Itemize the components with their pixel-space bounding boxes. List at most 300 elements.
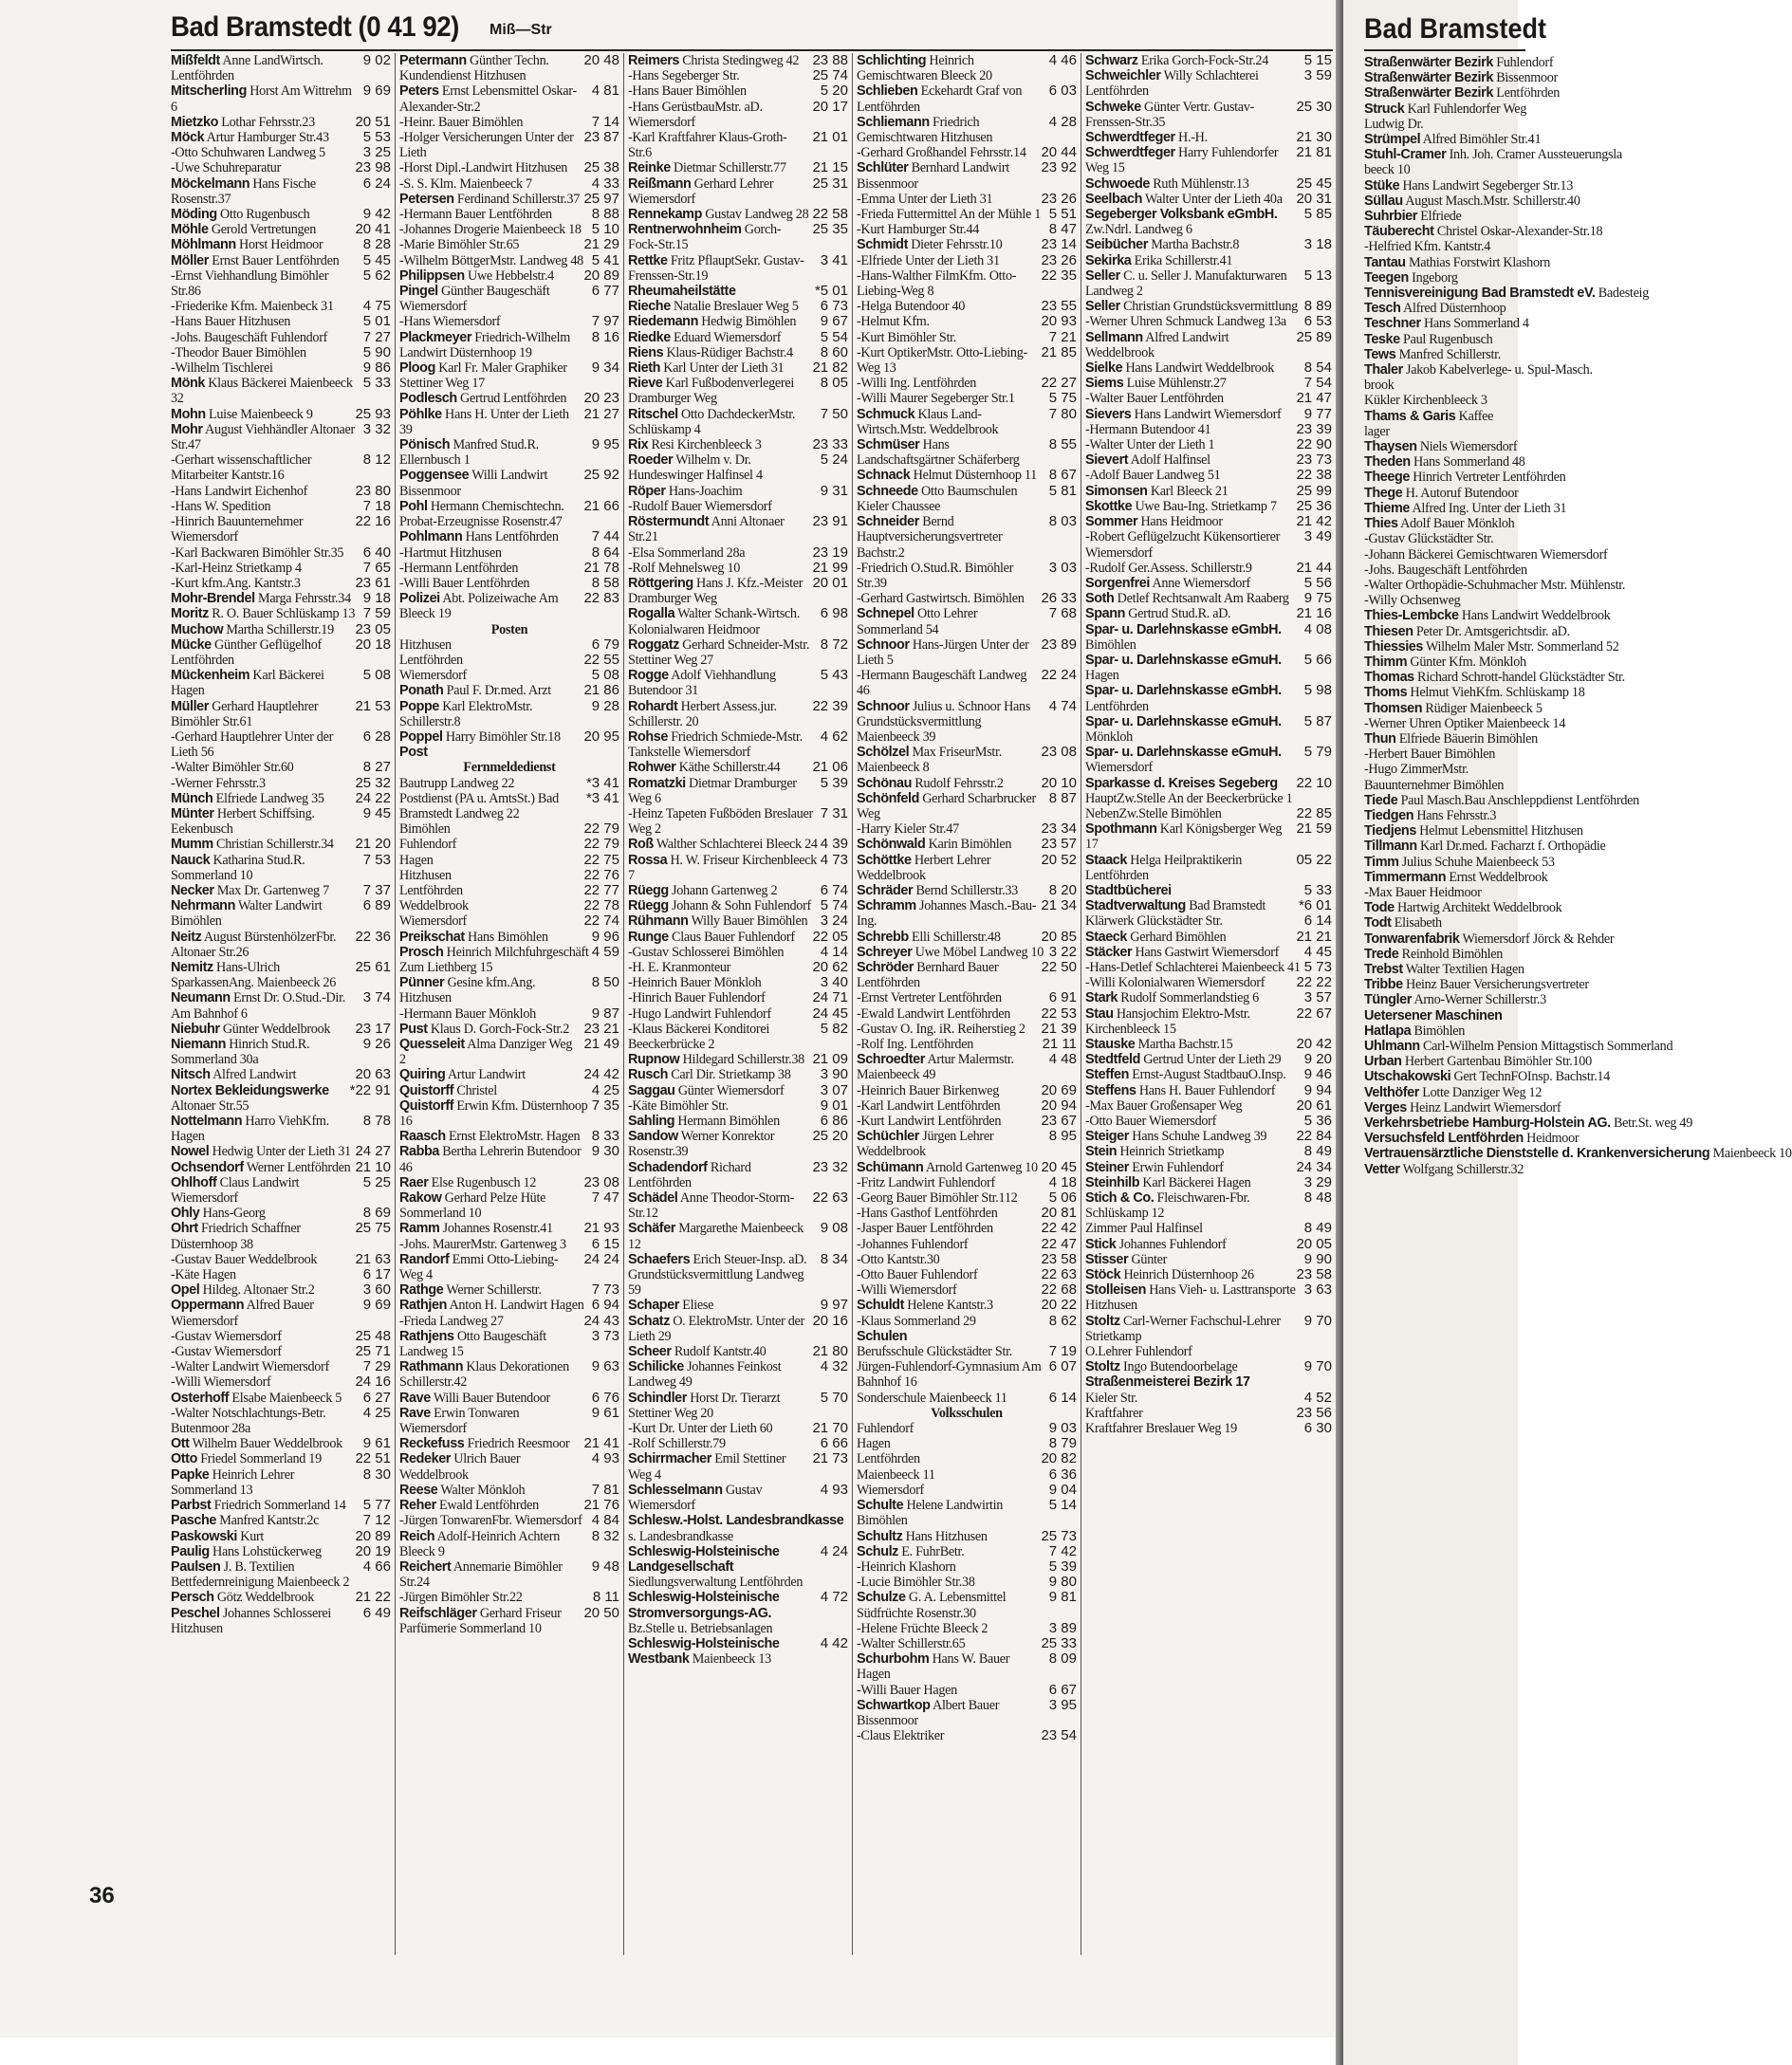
listing-entry (1364, 316, 1554, 331)
listing-text (857, 1237, 1038, 1252)
phone-number: 21 82 (812, 360, 848, 377)
phone-number: 26 33 (1041, 590, 1077, 607)
listing-entry (1364, 792, 1639, 808)
listing-name: Schlichting (857, 53, 927, 68)
listing-entry (1085, 1374, 1332, 1390)
listing-entry (171, 360, 391, 376)
phone-number: 6 36 (1048, 1466, 1077, 1483)
listing-detail: Bernd Schillerstr.33 (915, 882, 1018, 898)
listing-detail: Ernst ElektroMstr. Hagen (449, 1129, 581, 1145)
phone-number: 20 89 (583, 267, 619, 284)
phone-number: 8 27 (362, 759, 391, 776)
listing-entry (1085, 360, 1332, 376)
listing-text (1085, 714, 1302, 745)
phone-number: 6 89 (362, 897, 391, 914)
listing-name: Suhrbier (1364, 209, 1417, 225)
listing-text (628, 207, 809, 222)
listing-text (1085, 499, 1293, 514)
listing-text (628, 1483, 818, 1513)
listing-entry (857, 376, 1077, 391)
listing-entry (171, 314, 391, 329)
listing-entry (628, 1513, 848, 1543)
listing-text (1085, 930, 1293, 945)
phone-number: 6 07 (1048, 1358, 1077, 1375)
listing-name: Rüegg (628, 898, 669, 914)
listing-detail: -Otto Schuhwaren Landweg 5 (171, 145, 325, 161)
listing-text (857, 1006, 1038, 1022)
listing-text (171, 1606, 360, 1636)
listing-detail: R. O. Bauer Schlüskamp 13 (212, 606, 356, 622)
listing-detail: -Hans Bauer Hitzhusen (171, 314, 291, 330)
listing-text (1364, 655, 1554, 670)
listing-detail: Hans Schuhe Landweg 39 (1132, 1129, 1267, 1145)
phone-number: 22 16 (355, 513, 391, 530)
listing-detail: -Frieda Landweg 27 (399, 1313, 504, 1329)
listing-text (628, 360, 809, 376)
listing-entry (1364, 177, 1574, 194)
column-5 (1085, 53, 1332, 1955)
listing-detail: -Johannes Drogerie Maienbeeck 18 (399, 222, 582, 238)
listing-detail: Martha Schillerstr.19 (226, 621, 334, 637)
phone-number: 9 95 (591, 436, 619, 453)
listing-text (171, 1083, 347, 1114)
listing-name: Möller (171, 252, 209, 268)
listing-name: Pingel (399, 284, 438, 300)
listing-detail: Hans-Georg (202, 1206, 266, 1222)
listing-detail: Johannes Masch.-Bau-Ing. (857, 898, 1037, 930)
listing-name: Tantau (1364, 254, 1406, 270)
listing-detail: Dietmar Dramburger Weg 6 (628, 775, 797, 806)
listing-detail: Günther Geflügelhof Lentföhrden (171, 636, 322, 668)
listing-detail: Bauunternehmer Bimöhlen (1364, 777, 1505, 793)
listing-text (857, 1175, 1046, 1190)
listing-text (1364, 286, 1649, 302)
listing-entry (1364, 855, 1554, 870)
listing-detail: -Helmut Kfm. (857, 314, 930, 330)
listing-entry (857, 1282, 1077, 1298)
listing-entry (1364, 1008, 1554, 1023)
listing-name: Skottke (1085, 498, 1133, 514)
listing-text (1085, 853, 1293, 883)
listing-text (1085, 330, 1293, 360)
listing-text (171, 1513, 360, 1528)
listing-text (1364, 55, 1554, 70)
listing-detail: -Heinrich Klashorn (857, 1558, 956, 1575)
phone-number: 23 26 (1041, 190, 1077, 207)
listing-detail: Artur Landwirt (447, 1067, 526, 1083)
phone-number: 21 93 (583, 1220, 619, 1237)
listing-name: Schrebb (857, 929, 909, 945)
listing-text (1364, 562, 1554, 578)
listing-detail: Hitzhusen (399, 867, 452, 883)
listing-entry (857, 561, 1077, 591)
listing-detail: -Hartmut Hitzhusen (399, 544, 502, 561)
phone-number: 3 59 (1303, 67, 1332, 84)
listing-name: Spothmann (1085, 821, 1157, 838)
phone-number: 20 51 (355, 113, 391, 130)
listing-entry (1364, 239, 1554, 254)
listing-detail: Dietmar Schillerstr.77 (674, 160, 786, 176)
listing-text (171, 1391, 360, 1406)
listing-text (399, 1252, 581, 1282)
listing-detail: Walter Landwirt Bimöhlen (171, 898, 323, 930)
listing-detail: -Hermann Bauer Lentföhrden (399, 207, 552, 223)
phone-number: 6 03 (1048, 83, 1077, 100)
listing-detail: Claus Landwirt Wiemersdorf (171, 1174, 300, 1207)
listing-detail: -Hans-Walther FilmKfm. Otto-Liebing-Weg 8 (857, 267, 1017, 300)
listing-entry (857, 699, 1077, 746)
listing-text (857, 776, 1038, 791)
listing-text (1085, 960, 1302, 975)
listing-text (1085, 360, 1302, 376)
phone-number: 6 98 (820, 605, 848, 622)
listing-text (1364, 701, 1554, 716)
listing-text (399, 1298, 589, 1313)
listing-detail: Luise Mühlenstr.27 (1126, 376, 1227, 392)
phone-number: 8 30 (362, 1466, 391, 1483)
section-heading (399, 622, 619, 637)
phone-number: 20 44 (1041, 144, 1077, 161)
listing-entry (628, 176, 848, 207)
listing-text (399, 821, 581, 837)
listing-text (171, 1451, 352, 1466)
listing-name: Möhlmann (171, 237, 236, 253)
listing-text (1085, 945, 1302, 960)
listing-detail: Karin Bimöhlen (928, 837, 1012, 853)
listing-name: Schleswig-Holsteinische Stromversorgungs-AG. (628, 1590, 780, 1621)
listing-name: Ochsendorf (171, 1159, 244, 1175)
listing-text (628, 960, 809, 975)
listing-text (1364, 332, 1554, 347)
listing-entry (1364, 823, 1583, 839)
phone-number: 22 55 (583, 651, 619, 668)
phone-number: 4 25 (362, 1404, 391, 1421)
listing-text (171, 545, 360, 561)
listing-text (1364, 347, 1554, 362)
listing-detail: Hedwig Bimöhlen (701, 314, 797, 330)
listing-entry (399, 1298, 619, 1313)
listing-entry (1085, 299, 1332, 314)
phone-number: 6 66 (820, 1435, 848, 1452)
listing-text (628, 668, 818, 698)
listing-detail: Günter (1131, 1251, 1168, 1267)
listing-detail: Hedwig Unter der Lieth 31 (212, 1144, 351, 1160)
listing-text (857, 791, 1046, 821)
listing-entry (628, 1022, 848, 1052)
listing-text (1364, 209, 1554, 224)
listing-entry (1085, 468, 1332, 483)
listing-name: Schilicke (628, 1359, 684, 1375)
listing-entry (1085, 484, 1332, 499)
listing-text (1364, 1054, 1592, 1070)
listing-text (1085, 1282, 1302, 1313)
listing-detail: -Kurt Bimöhler Str. (857, 329, 957, 345)
listing-text (857, 898, 1038, 929)
listing-detail: Hinrich Vertreter Lentföhrden (1413, 470, 1566, 486)
listing-detail: Alfred Landwirt Weddelbrook (1085, 329, 1229, 360)
listing-text (1085, 975, 1293, 990)
listing-text (399, 699, 589, 729)
listing-text (399, 437, 589, 468)
listing-entry (399, 699, 619, 729)
listing-detail: -Hans Wiemersdorf (399, 314, 501, 330)
listing-entry (399, 1129, 619, 1144)
listing-name: Thun (1364, 730, 1396, 747)
phone-number: 21 99 (812, 559, 848, 576)
phone-number: 3 90 (820, 1066, 848, 1083)
listing-name: Rettke (628, 252, 668, 268)
listing-text (857, 437, 1046, 468)
listing-text (171, 1329, 352, 1344)
listing-detail: Artur Malermstr. Maienbeeck 49 (857, 1052, 1014, 1083)
phone-number: 5 39 (820, 774, 848, 791)
phone-number: 23 73 (1296, 452, 1332, 469)
listing-text (857, 1022, 1038, 1037)
listing-entry (171, 253, 391, 268)
listing-name: Reimers (628, 53, 679, 68)
listing-entry (628, 499, 848, 514)
listing-entry (399, 407, 619, 437)
listing-name: Mietzko (171, 114, 218, 130)
listing-text (1085, 1114, 1302, 1129)
listing-entry (1085, 1098, 1332, 1114)
listing-detail: -Walter Notschlachtungs-Betr. Butenmoor 28a (171, 1405, 326, 1437)
listing-detail: Walter Schank-Wirtsch. Kolonialwaren Heidmoor (628, 606, 800, 637)
page-bottom-margin (0, 2037, 1336, 2065)
phone-number: 5 41 (591, 251, 619, 268)
phone-number: 8 60 (820, 343, 848, 360)
listing-text (399, 653, 581, 668)
listing-detail: Friedrich-Wilhelm Landwirt Düsternhoop 19 (399, 329, 570, 360)
listing-entry (857, 945, 1077, 960)
listing-entry (628, 561, 848, 576)
listing-name: Schurbohm (857, 1651, 930, 1668)
phone-number: 7 97 (591, 313, 619, 330)
listing-text (1364, 378, 1554, 393)
listing-name: Soth (1085, 591, 1115, 607)
phone-number: 25 36 (1296, 497, 1332, 514)
listing-text (857, 561, 1046, 591)
listing-detail: Erwin Tonwaren Wiemersdorf (399, 1405, 520, 1437)
phone-number: 23 54 (1041, 1727, 1077, 1744)
listing-entry (1085, 930, 1332, 945)
listing-entry (628, 53, 848, 68)
listing-entry (171, 1144, 391, 1159)
phone-number: 4 48 (1048, 1051, 1077, 1068)
listing-text (171, 791, 352, 806)
listing-detail: Heinrich Gemischtwaren Bleeck 20 (857, 53, 992, 84)
listing-name: Riedemann (628, 314, 698, 330)
listing-text (399, 207, 589, 222)
listing-entry (1364, 117, 1554, 132)
listing-text (857, 115, 1046, 145)
listing-text (399, 729, 581, 745)
phone-number: 21 49 (583, 1036, 619, 1052)
listing-entry (171, 1083, 391, 1114)
listing-text (1085, 1083, 1302, 1098)
listing-name: Uetersener Maschinen (1364, 1007, 1503, 1023)
listing-name: Teschner (1364, 316, 1421, 332)
listing-name: Redeker (399, 1451, 451, 1467)
listing-text (399, 1391, 589, 1406)
phone-number: 5 15 (1303, 52, 1332, 68)
phone-number: 9 26 (362, 1036, 391, 1052)
listing-entry (171, 1436, 391, 1451)
listing-name: Philippsen (399, 267, 465, 284)
listing-entry (1085, 606, 1332, 621)
listing-detail: -Jürgen TonwarenFbr. Wiemersdorf (399, 1513, 582, 1529)
listing-entry (171, 222, 391, 237)
listing-name: Seller (1085, 267, 1120, 284)
listing-entry (399, 1513, 619, 1528)
listing-detail: -Walter Bauer Lentföhrden (1085, 391, 1224, 407)
listing-entry (399, 1314, 619, 1329)
listing-detail: Bimöhlen (1413, 1023, 1465, 1039)
listing-detail: -Werner Fehrsstr.3 (171, 775, 266, 791)
listing-detail: Horst Dr. Tierarzt Stettiner Weg 20 (628, 1390, 781, 1421)
listing-name: Oppermann (171, 1298, 245, 1314)
listing-entry (857, 1421, 1077, 1436)
listing-text (628, 222, 809, 252)
phone-number: 22 35 (1041, 267, 1077, 284)
listing-text (399, 1451, 589, 1482)
listing-entry (399, 192, 619, 207)
listing-text (171, 407, 352, 422)
listing-name: Rentnerwohnheim (628, 222, 742, 238)
listing-text (1364, 1162, 1554, 1177)
listing-detail: Bad Bramstedt (1189, 898, 1266, 914)
listing-detail: Arno-Werner Schillerstr.3 (1413, 992, 1546, 1008)
listing-detail: Artur Hamburger Str.43 (206, 130, 329, 146)
listing-text (171, 484, 352, 499)
listing-entry (1364, 162, 1554, 177)
listing-entry (628, 452, 848, 483)
phone-number: 5 75 (1048, 390, 1077, 407)
phone-number: 8 89 (1303, 298, 1332, 315)
phone-number: 4 33 (591, 175, 619, 192)
listing-detail: Bissenmoor (1496, 70, 1559, 86)
listing-text (1364, 1146, 1792, 1162)
phone-number: 23 91 (812, 513, 848, 530)
listing-text (399, 637, 589, 653)
listing-name: Trede (1364, 946, 1399, 962)
listing-detail: Hans Landwirt Segeberger Str.13 (1402, 177, 1574, 194)
listing-entry (171, 1606, 391, 1636)
listing-text (1364, 486, 1554, 501)
listing-text (1085, 1267, 1293, 1282)
listing-entry (171, 1206, 391, 1221)
listing-text (1085, 68, 1302, 99)
listing-text (399, 945, 589, 975)
listing-name: Timmermann (1364, 869, 1447, 885)
listing-detail: Bautrupp Landweg 22 (399, 775, 515, 791)
listing-entry (1364, 701, 1554, 716)
phone-number: 22 76 (583, 866, 619, 883)
phone-number: 22 85 (1296, 804, 1332, 821)
listing-name: Müller (171, 698, 209, 714)
section-heading (399, 760, 619, 775)
listing-entry (857, 821, 1077, 837)
listing-text (628, 606, 818, 636)
listing-name: Reher (399, 1498, 436, 1514)
listing-detail: Heinrich Milchfuhrgeschäft Zum Liethberg 15 (399, 944, 589, 975)
phone-number: 5 39 (1048, 1558, 1077, 1575)
listing-detail: -Willi Kolonialwaren Wiemersdorf (1085, 975, 1265, 991)
phone-number: 6 94 (591, 1297, 619, 1314)
listing-text (628, 160, 809, 175)
listing-detail: -Hans Landwirt Eichenhof (171, 483, 308, 499)
listing-entry (171, 1252, 391, 1267)
phone-number: 5 36 (1303, 1113, 1332, 1130)
phone-number: 20 89 (355, 1527, 391, 1544)
listing-name: Segeberger Volksbank eGmbH. (1085, 207, 1278, 223)
listing-detail: Hagen (399, 852, 434, 868)
listing-name: Necker (171, 882, 214, 898)
listing-entry (1364, 562, 1554, 578)
phone-number: 6 40 (362, 544, 391, 561)
listing-entry (1085, 1282, 1332, 1313)
listing-text (399, 1359, 589, 1390)
phone-number: 22 50 (1041, 958, 1077, 975)
column-3 (628, 53, 848, 1955)
listing-detail: Dieter Fehrsstr.10 (911, 237, 1003, 253)
listing-text (857, 1314, 1046, 1329)
listing-entry (1085, 714, 1332, 745)
listing-detail: -H. E. Kranmonteur (628, 959, 731, 975)
listing-detail: -Horst Dipl.-Landwirt Hitzhusen (399, 160, 568, 176)
listing-text (399, 930, 589, 945)
listing-text (399, 1406, 589, 1436)
listing-detail: -Gustav Wiemersdorf (171, 1344, 282, 1360)
listing-entry (857, 1329, 1077, 1344)
listing-name: Schweichler (1085, 68, 1161, 84)
listing-entry (857, 990, 1077, 1005)
phone-number: 21 73 (812, 1450, 848, 1467)
listing-detail: Ewald Lentföhrden (439, 1498, 539, 1514)
listing-entry (628, 1129, 848, 1159)
listing-entry (171, 1406, 391, 1436)
listing-entry (1364, 347, 1554, 362)
phone-number: 8 12 (362, 452, 391, 469)
listing-entry (399, 1083, 619, 1098)
listing-entry (1364, 270, 1554, 286)
phone-number: 6 14 (1303, 913, 1332, 930)
section-heading (857, 1406, 1077, 1421)
listing-detail: Hermann Chemischtechn. Probat-Erzeugnisse Rosenstr.47 (399, 498, 564, 530)
listing-detail: -Werner Uhren Schmuck Landweg 13a (1085, 314, 1286, 330)
listing-text (628, 1544, 818, 1591)
listing-text (399, 668, 589, 683)
phone-number: 4 42 (820, 1634, 848, 1651)
phone-number: 23 26 (1041, 251, 1077, 268)
phone-number: 6 14 (1048, 1389, 1077, 1406)
listing-name: Teegen (1364, 269, 1409, 286)
listing-name: Ramm (399, 1221, 440, 1237)
phone-number: 22 10 (1296, 774, 1332, 791)
listing-entry (399, 1237, 619, 1252)
listing-name: Nowel (171, 1144, 210, 1160)
listing-detail: Elisabeth (1394, 915, 1442, 931)
listing-text (628, 514, 809, 544)
listing-text (399, 975, 589, 1005)
listing-detail: Friedrich Sommerland 14 (213, 1498, 346, 1514)
listing-entry (857, 1237, 1077, 1252)
listing-name: Paulsen (171, 1558, 221, 1575)
listing-detail: Julius Schuhe Maienbeeck 53 (1401, 854, 1555, 870)
listing-detail: Anton H. Landwirt Hagen (449, 1298, 584, 1314)
listing-text (399, 1221, 581, 1236)
listing-name: Ohlhoff (171, 1174, 217, 1190)
